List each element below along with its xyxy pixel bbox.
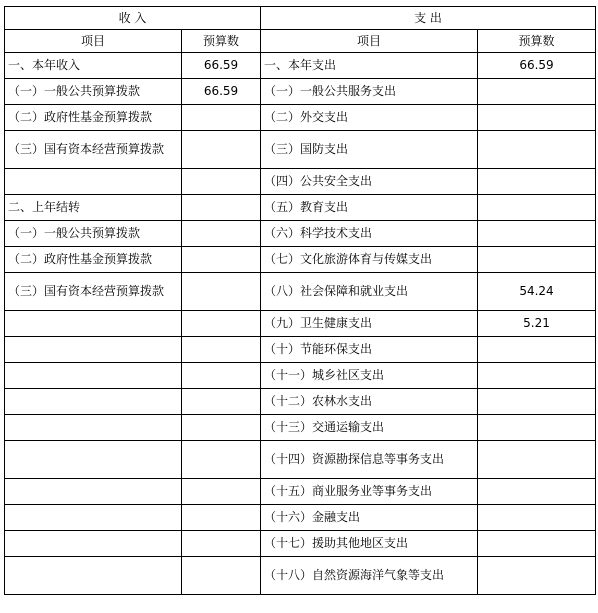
table-row — [5, 557, 596, 595]
income-amount-cell — [182, 505, 261, 531]
income-amount-cell — [182, 221, 261, 247]
income-item-cell — [5, 557, 182, 595]
expense-item-cell: （九）卫生健康支出 — [261, 311, 478, 337]
income-amount-cell — [182, 337, 261, 363]
expense-amount-cell — [478, 79, 596, 105]
expense-item-header: 项目 — [261, 30, 478, 53]
table-row — [5, 505, 596, 531]
expense-amount-cell — [478, 337, 596, 363]
expense-item-cell: （二）外交支出 — [261, 105, 478, 131]
expense-item-cell: （十三）交通运输支出 — [261, 415, 478, 441]
table-row — [5, 363, 596, 389]
income-item-cell — [5, 337, 182, 363]
expense-amount-cell — [478, 389, 596, 415]
table-row — [5, 479, 596, 505]
income-amount-cell — [182, 169, 261, 195]
income-amount-cell: 66.59 — [182, 53, 261, 79]
expense-item-cell: （十四）资源勘探信息等事务支出 — [261, 441, 478, 479]
expense-amount-cell — [478, 195, 596, 221]
income-item-cell — [5, 363, 182, 389]
table-row — [5, 337, 596, 363]
table-row — [5, 105, 596, 131]
income-item-cell: 一、本年收入 — [5, 53, 182, 79]
expense-budget-header: 预算数 — [478, 30, 596, 53]
income-item-header: 项目 — [5, 30, 182, 53]
expense-amount-cell: 54.24 — [478, 273, 596, 311]
expense-amount-cell — [478, 363, 596, 389]
income-item-cell — [5, 505, 182, 531]
income-amount-cell — [182, 479, 261, 505]
income-item-cell — [5, 441, 182, 479]
table-row — [5, 389, 596, 415]
expense-item-cell: （十）节能环保支出 — [261, 337, 478, 363]
table-row — [5, 415, 596, 441]
expense-item-cell: （十二）农林水支出 — [261, 389, 478, 415]
expense-item-cell: （十八）自然资源海洋气象等支出 — [261, 557, 478, 595]
income-item-cell: 二、上年结转 — [5, 195, 182, 221]
expense-amount-cell — [478, 441, 596, 479]
expense-item-cell: （十七）援助其他地区支出 — [261, 531, 478, 557]
income-item-cell — [5, 169, 182, 195]
income-item-cell: （一）一般公共预算拨款 — [5, 221, 182, 247]
income-amount-cell — [182, 363, 261, 389]
income-amount-cell — [182, 389, 261, 415]
income-item-cell: （二）政府性基金预算拨款 — [5, 247, 182, 273]
income-amount-cell — [182, 105, 261, 131]
income-amount-cell — [182, 311, 261, 337]
income-group-header: 收 入 — [5, 7, 261, 30]
expense-amount-cell — [478, 131, 596, 169]
income-amount-cell — [182, 131, 261, 169]
expense-amount-cell — [478, 105, 596, 131]
table-row — [5, 169, 596, 195]
expense-item-cell: （十六）金融支出 — [261, 505, 478, 531]
expense-item-cell: （五）教育支出 — [261, 195, 478, 221]
table-row — [5, 221, 596, 247]
income-item-cell — [5, 311, 182, 337]
income-item-cell — [5, 415, 182, 441]
expense-amount-cell — [478, 169, 596, 195]
expense-amount-cell — [478, 247, 596, 273]
income-amount-cell — [182, 441, 261, 479]
expense-amount-cell: 66.59 — [478, 53, 596, 79]
expense-item-cell: （十五）商业服务业等事务支出 — [261, 479, 478, 505]
expense-amount-cell: 5.21 — [478, 311, 596, 337]
income-item-cell: （三）国有资本经营预算拨款 — [5, 131, 182, 169]
expense-amount-cell — [478, 479, 596, 505]
expense-item-cell: （三）国防支出 — [261, 131, 478, 169]
income-amount-cell — [182, 273, 261, 311]
expense-amount-cell — [478, 221, 596, 247]
income-amount-cell — [182, 415, 261, 441]
table-row — [5, 441, 596, 479]
income-item-cell — [5, 531, 182, 557]
table-row — [5, 311, 596, 337]
table-row — [5, 53, 596, 79]
income-amount-cell — [182, 247, 261, 273]
income-item-cell — [5, 389, 182, 415]
expense-item-cell: （一）一般公共服务支出 — [261, 79, 478, 105]
income-budget-header: 预算数 — [182, 30, 261, 53]
expense-item-cell: （四）公共安全支出 — [261, 169, 478, 195]
income-item-cell: （一）一般公共预算拨款 — [5, 79, 182, 105]
table-row — [5, 273, 596, 311]
column-header-row — [5, 30, 596, 53]
expense-amount-cell — [478, 531, 596, 557]
income-amount-cell — [182, 531, 261, 557]
expense-amount-cell — [478, 505, 596, 531]
expense-group-header: 支 出 — [261, 7, 596, 30]
table-row — [5, 131, 596, 169]
income-item-cell: （三）国有资本经营预算拨款 — [5, 273, 182, 311]
table-row — [5, 79, 596, 105]
income-item-cell — [5, 479, 182, 505]
expense-amount-cell — [478, 557, 596, 595]
income-amount-cell — [182, 195, 261, 221]
expense-item-cell: （八）社会保障和就业支出 — [261, 273, 478, 311]
expense-item-cell: （十一）城乡社区支出 — [261, 363, 478, 389]
budget-table — [4, 6, 596, 595]
table-row — [5, 195, 596, 221]
table-row — [5, 531, 596, 557]
expense-amount-cell — [478, 415, 596, 441]
income-item-cell: （二）政府性基金预算拨款 — [5, 105, 182, 131]
expense-item-cell: （七）文化旅游体育与传媒支出 — [261, 247, 478, 273]
expense-item-cell: 一、本年支出 — [261, 53, 478, 79]
group-header-row — [5, 7, 596, 30]
income-amount-cell — [182, 557, 261, 595]
expense-item-cell: （六）科学技术支出 — [261, 221, 478, 247]
table-row — [5, 247, 596, 273]
income-amount-cell: 66.59 — [182, 79, 261, 105]
